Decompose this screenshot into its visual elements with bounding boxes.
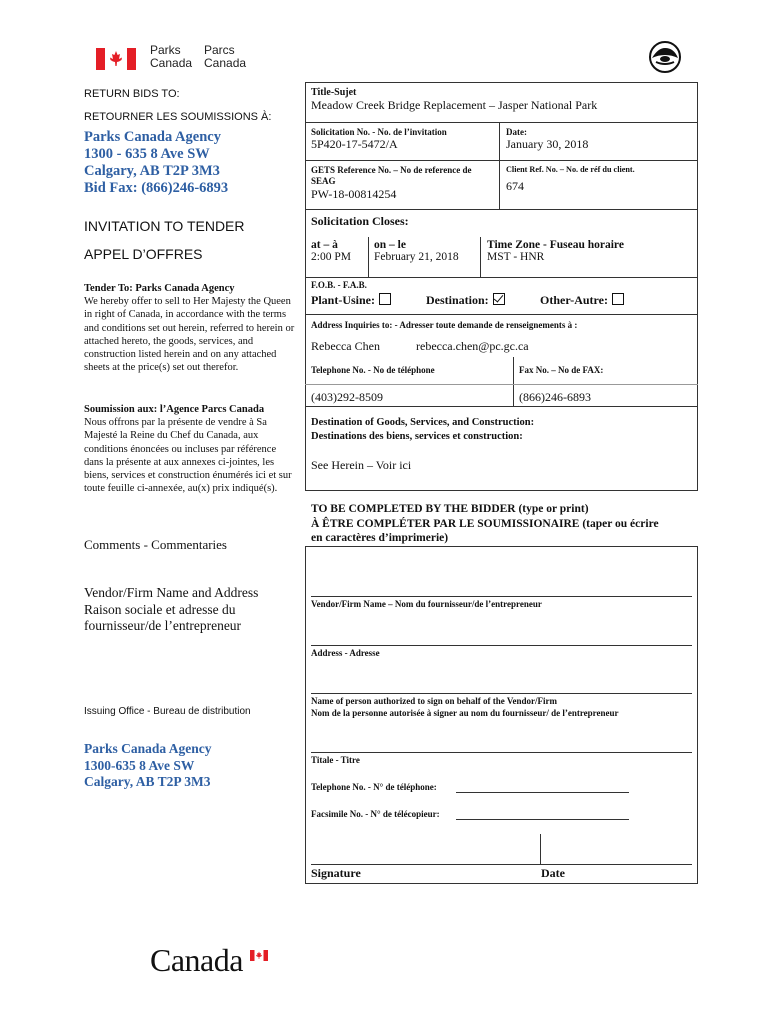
parks-canada-logo xyxy=(96,44,256,74)
other-autre-option[interactable] xyxy=(540,293,624,308)
logo-parks-fr: Parcs xyxy=(204,43,235,57)
telephone-value: (403)292-8509 xyxy=(311,390,383,404)
solicitation-cell xyxy=(311,127,447,152)
soumission-block xyxy=(84,403,296,495)
vendor-name-line[interactable] xyxy=(311,596,692,597)
canada-flag-icon xyxy=(96,48,136,70)
bidder-heading-fr-2: en caractères d’imprimerie) xyxy=(311,532,449,544)
logo-canada-fr: Canada xyxy=(204,56,247,70)
title-titre-label: Titale - Titre xyxy=(311,755,360,765)
canada-wordmark xyxy=(150,942,243,978)
issuing-line: Calgary, AB T2P 3M3 xyxy=(84,774,211,789)
date-value: January 30, 2018 xyxy=(506,137,589,151)
gets-cell xyxy=(311,165,496,202)
closing-date-cell xyxy=(374,239,459,263)
beaver-emblem-icon xyxy=(648,40,682,79)
other-autre-label: Other-Autre: xyxy=(540,293,608,307)
on-value: February 21, 2018 xyxy=(374,251,459,263)
destination-goods-label-en: Destination of Goods, Services, and Construction: xyxy=(311,417,535,428)
bidder-facsimile-line[interactable] xyxy=(456,819,629,820)
soumission-heading: Soumission aux: l’Agence Parcs Canada xyxy=(84,404,265,415)
plant-usine-label: Plant-Usine: xyxy=(311,293,375,307)
issuing-address xyxy=(84,741,212,791)
destination-label: Destination: xyxy=(426,293,489,307)
contact-name: Rebecca Chen xyxy=(311,339,380,353)
client-ref-cell xyxy=(506,165,694,194)
title-label: Title-Sujet xyxy=(311,87,357,98)
vendor-line: fournisseur/de l’entrepreneur xyxy=(84,618,242,633)
signature-label: Signature xyxy=(311,866,361,880)
destination-goods-label-fr: Destinations des biens, services et construction: xyxy=(311,430,523,442)
plant-usine-option[interactable] xyxy=(311,293,391,308)
return-address xyxy=(84,129,228,197)
issuing-line: 1300-635 8 Ave SW xyxy=(84,757,195,773)
bidder-heading xyxy=(311,502,703,546)
invitation-heading: INVITATION TO TENDER xyxy=(84,218,245,234)
date-label: Date: xyxy=(506,127,527,137)
agency-line: 1300 - 635 8 Ave SW xyxy=(84,146,210,162)
solicitation-label: Solicitation No. - No. de l’invitation xyxy=(311,127,447,137)
authorized-name-line[interactable] xyxy=(311,693,692,694)
agency-line: Calgary, AB T2P 3M3 xyxy=(84,163,220,179)
issuing-office-label: Issuing Office - Bureau de distribution xyxy=(84,706,251,717)
destination-goods-label xyxy=(311,416,534,443)
at-value: 2:00 PM xyxy=(311,251,351,263)
on-label: on – le xyxy=(374,239,406,251)
logo-parks-en: Parks xyxy=(150,43,181,57)
signature-date-label: Date xyxy=(541,866,565,880)
appel-heading: APPEL D’OFFRES xyxy=(84,246,203,262)
other-autre-checkbox[interactable] xyxy=(612,293,624,305)
time-zone-label: Time Zone - Fuseau horaire xyxy=(487,239,624,251)
at-label: at – à xyxy=(311,239,338,251)
fax-value: (866)246-6893 xyxy=(519,390,591,404)
telephone-label: Telephone No. - No de téléphone xyxy=(311,365,435,375)
gets-value: PW-18-00814254 xyxy=(311,187,397,201)
logo-canada-en: Canada xyxy=(150,56,193,70)
tender-to-block xyxy=(84,282,296,374)
bidder-heading-fr: À ÊTRE COMPLÉTER PAR LE SOUMISSIONAIRE (taper ou écrire xyxy=(311,517,659,530)
issuing-line: Parks Canada Agency xyxy=(84,741,212,756)
solicitation-closes-label: Solicitation Closes: xyxy=(311,214,409,228)
bidder-telephone-label: Telephone No. - N° de téléphone: xyxy=(311,782,437,792)
destination-checkbox[interactable] xyxy=(493,293,505,305)
time-zone-value: MST - HNR xyxy=(487,251,545,263)
time-zone-cell xyxy=(487,239,624,263)
closing-time-cell xyxy=(311,239,351,263)
address-inquiries-label: Address Inquiries to: - Adresser toute demande de renseignements à : xyxy=(311,320,578,330)
soumission-body: Nous offrons par la présente de vendre à Sa Majesté la Reine du Chef du Canada, aux conditions énoncées ou incluses par référence dans la présente at aux annexes ci-jointes, les biens, services et construction énumérés ici et sur toute feuille ci-annexée, au(x) prix indiqué(s). xyxy=(84,417,292,495)
plant-usine-checkbox[interactable] xyxy=(379,293,391,305)
authorized-name-label-en: Name of person authorized to sign on behalf of the Vendor/Firm xyxy=(311,696,557,706)
title-line[interactable] xyxy=(311,752,692,753)
address-label: Address - Adresse xyxy=(311,648,380,658)
authorized-name-label-fr: Nom de la personne autorisée à signer au nom du fournisseur/ de l’entrepreneur xyxy=(311,707,619,718)
fob-label: F.O.B. - F.A.B. xyxy=(311,280,367,290)
authorized-name-label xyxy=(311,696,619,719)
client-ref-label: Client Ref. No. – No. de réf du client. xyxy=(506,165,635,174)
gets-label: GETS Reference No. – No de reference de SEAG xyxy=(311,165,472,186)
return-bids-label: RETURN BIDS TO: xyxy=(84,88,180,100)
canada-wordmark-text: Canada xyxy=(150,942,243,978)
signature-line[interactable] xyxy=(311,864,692,865)
contact-email[interactable]: rebecca.chen@pc.gc.ca xyxy=(416,339,529,353)
title-cell xyxy=(311,87,597,113)
fax-label: Fax No. – No de FAX: xyxy=(519,365,604,375)
tender-to-body: We hereby offer to sell to Her Majesty the Queen in right of Canada, in accordance with the terms and conditions set out herein, referred to herein or attached hereto, the goods, services, and construction listed herein and on any attached sheets at the price(s) set out therefor. xyxy=(84,296,295,374)
client-ref-value: 674 xyxy=(506,179,524,193)
address-line[interactable] xyxy=(311,645,692,646)
title-value: Meadow Creek Bridge Replacement – Jasper National Park xyxy=(311,98,598,112)
solicitation-value: 5P420-17-5472/A xyxy=(311,137,398,151)
destination-goods-value: See Herein – Voir ici xyxy=(311,458,412,472)
vendor-name-label: Vendor/Firm Name – Nom du fournisseur/de l’entrepreneur xyxy=(311,599,542,609)
vendor-address-label xyxy=(84,585,258,635)
bidder-telephone-line[interactable] xyxy=(456,792,629,793)
wordmark-flag-icon xyxy=(250,950,268,961)
date-cell xyxy=(506,127,588,152)
tender-to-heading: Tender To: Parks Canada Agency xyxy=(84,283,235,294)
vendor-line: Vendor/Firm Name and Address xyxy=(84,585,259,600)
agency-line: Bid Fax: (866)246-6893 xyxy=(84,180,229,196)
destination-option[interactable] xyxy=(426,293,505,308)
vendor-line: Raison sociale et adresse du xyxy=(84,601,236,617)
retourner-label: RETOURNER LES SOUMISSIONS À: xyxy=(84,111,272,123)
bidder-facsimile-label: Facsimile No. - N° de télécopieur: xyxy=(311,809,440,819)
agency-line: Parks Canada Agency xyxy=(84,129,221,145)
bidder-heading-en: TO BE COMPLETED BY THE BIDDER (type or print) xyxy=(311,503,589,515)
comments-label: Comments - Commentaries xyxy=(84,537,227,552)
